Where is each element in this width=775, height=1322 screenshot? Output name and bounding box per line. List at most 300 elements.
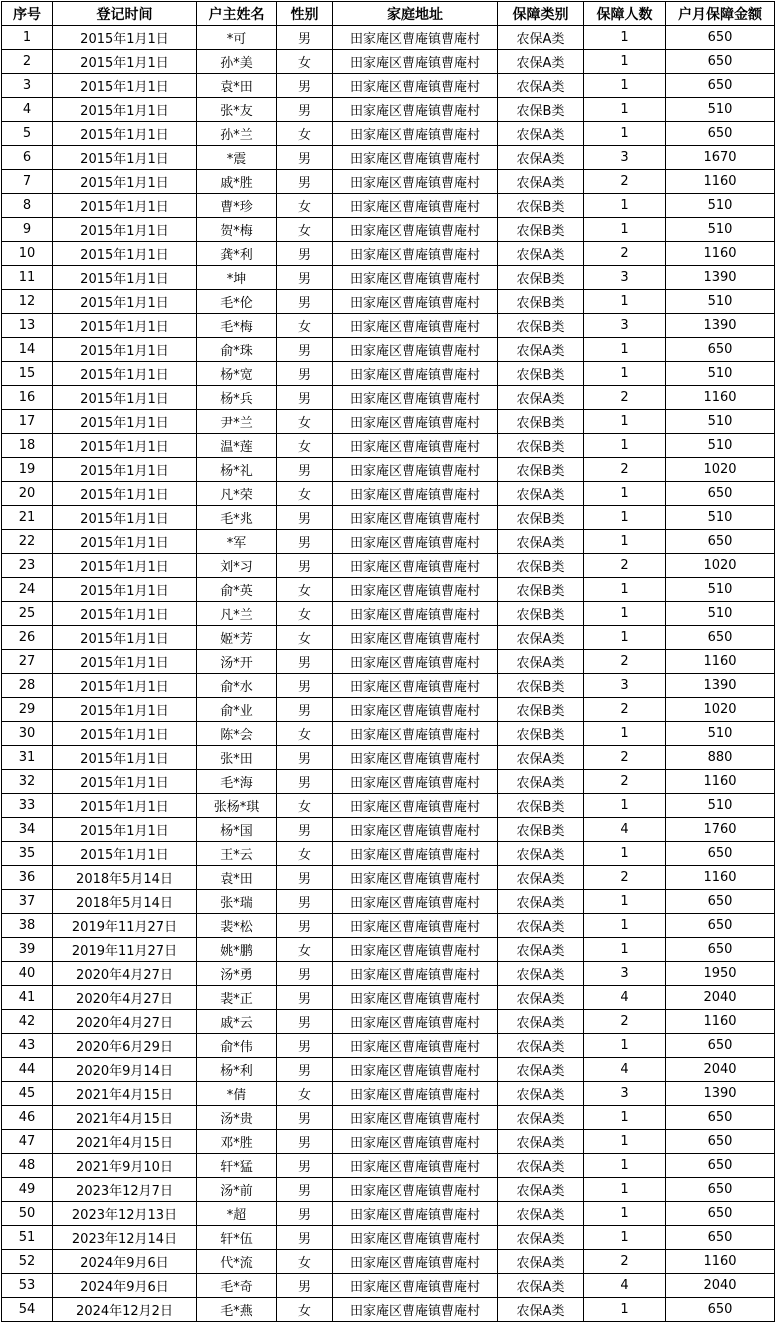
cell-reg-date: 2015年1月1日 bbox=[53, 314, 197, 338]
cell-amount: 1160 bbox=[666, 242, 775, 266]
cell-category: 农保B类 bbox=[498, 674, 584, 698]
cell-category: 农保A类 bbox=[498, 1178, 584, 1202]
cell-category: 农保B类 bbox=[498, 818, 584, 842]
cell-serial: 14 bbox=[2, 338, 53, 362]
cell-householder: 曹*珍 bbox=[197, 194, 277, 218]
cell-category: 农保A类 bbox=[498, 122, 584, 146]
table-row bbox=[2, 146, 775, 170]
cell-persons: 1 bbox=[584, 1034, 666, 1058]
cell-reg-date: 2015年1月1日 bbox=[53, 170, 197, 194]
cell-address: 田家庵区曹庵镇曹庵村 bbox=[333, 1058, 498, 1082]
cell-category: 农保A类 bbox=[498, 842, 584, 866]
cell-gender: 女 bbox=[277, 1082, 333, 1106]
cell-serial: 35 bbox=[2, 842, 53, 866]
cell-amount: 510 bbox=[666, 722, 775, 746]
cell-gender: 男 bbox=[277, 1010, 333, 1034]
cell-amount: 1160 bbox=[666, 1250, 775, 1274]
cell-category: 农保A类 bbox=[498, 1226, 584, 1250]
cell-serial: 31 bbox=[2, 746, 53, 770]
cell-amount: 650 bbox=[666, 890, 775, 914]
cell-reg-date: 2015年1月1日 bbox=[53, 818, 197, 842]
cell-address: 田家庵区曹庵镇曹庵村 bbox=[333, 98, 498, 122]
cell-category: 农保B类 bbox=[498, 314, 584, 338]
cell-reg-date: 2021年9月10日 bbox=[53, 1154, 197, 1178]
cell-amount: 650 bbox=[666, 1130, 775, 1154]
cell-address: 田家庵区曹庵镇曹庵村 bbox=[333, 1106, 498, 1130]
cell-persons: 1 bbox=[584, 410, 666, 434]
cell-amount: 650 bbox=[666, 530, 775, 554]
cell-gender: 男 bbox=[277, 146, 333, 170]
cell-address: 田家庵区曹庵镇曹庵村 bbox=[333, 962, 498, 986]
cell-persons: 1 bbox=[584, 578, 666, 602]
table-row bbox=[2, 962, 775, 986]
cell-reg-date: 2015年1月1日 bbox=[53, 50, 197, 74]
cell-address: 田家庵区曹庵镇曹庵村 bbox=[333, 938, 498, 962]
cell-reg-date: 2015年1月1日 bbox=[53, 554, 197, 578]
cell-persons: 3 bbox=[584, 674, 666, 698]
cell-serial: 8 bbox=[2, 194, 53, 218]
cell-reg-date: 2015年1月1日 bbox=[53, 794, 197, 818]
cell-category: 农保B类 bbox=[498, 98, 584, 122]
cell-householder: 温*莲 bbox=[197, 434, 277, 458]
cell-amount: 510 bbox=[666, 602, 775, 626]
cell-serial: 28 bbox=[2, 674, 53, 698]
cell-serial: 48 bbox=[2, 1154, 53, 1178]
cell-gender: 男 bbox=[277, 1202, 333, 1226]
cell-address: 田家庵区曹庵镇曹庵村 bbox=[333, 386, 498, 410]
cell-householder: 袁*田 bbox=[197, 74, 277, 98]
cell-category: 农保B类 bbox=[498, 410, 584, 434]
table-row bbox=[2, 98, 775, 122]
table-row bbox=[2, 1034, 775, 1058]
cell-gender: 男 bbox=[277, 1130, 333, 1154]
cell-householder: 孙*兰 bbox=[197, 122, 277, 146]
cell-householder: 杨*兵 bbox=[197, 386, 277, 410]
cell-reg-date: 2015年1月1日 bbox=[53, 146, 197, 170]
cell-serial: 32 bbox=[2, 770, 53, 794]
cell-gender: 女 bbox=[277, 50, 333, 74]
cell-persons: 1 bbox=[584, 914, 666, 938]
cell-persons: 1 bbox=[584, 1178, 666, 1202]
cell-category: 农保A类 bbox=[498, 890, 584, 914]
cell-reg-date: 2024年9月6日 bbox=[53, 1274, 197, 1298]
cell-householder: 凡*兰 bbox=[197, 602, 277, 626]
cell-amount: 1020 bbox=[666, 698, 775, 722]
cell-amount: 650 bbox=[666, 842, 775, 866]
header-address: 家庭地址 bbox=[333, 2, 498, 26]
cell-reg-date: 2015年1月1日 bbox=[53, 602, 197, 626]
table-row bbox=[2, 1082, 775, 1106]
cell-reg-date: 2015年1月1日 bbox=[53, 482, 197, 506]
cell-persons: 1 bbox=[584, 218, 666, 242]
cell-address: 田家庵区曹庵镇曹庵村 bbox=[333, 890, 498, 914]
cell-amount: 510 bbox=[666, 506, 775, 530]
cell-gender: 男 bbox=[277, 266, 333, 290]
cell-amount: 510 bbox=[666, 578, 775, 602]
cell-category: 农保B类 bbox=[498, 290, 584, 314]
cell-persons: 3 bbox=[584, 266, 666, 290]
cell-address: 田家庵区曹庵镇曹庵村 bbox=[333, 218, 498, 242]
table-row bbox=[2, 578, 775, 602]
cell-gender: 男 bbox=[277, 890, 333, 914]
cell-address: 田家庵区曹庵镇曹庵村 bbox=[333, 530, 498, 554]
cell-gender: 男 bbox=[277, 1274, 333, 1298]
cell-reg-date: 2020年4月27日 bbox=[53, 962, 197, 986]
cell-address: 田家庵区曹庵镇曹庵村 bbox=[333, 986, 498, 1010]
cell-serial: 52 bbox=[2, 1250, 53, 1274]
cell-address: 田家庵区曹庵镇曹庵村 bbox=[333, 1010, 498, 1034]
cell-reg-date: 2021年4月15日 bbox=[53, 1082, 197, 1106]
cell-persons: 2 bbox=[584, 386, 666, 410]
cell-gender: 男 bbox=[277, 650, 333, 674]
cell-householder: *倩 bbox=[197, 1082, 277, 1106]
cell-address: 田家庵区曹庵镇曹庵村 bbox=[333, 818, 498, 842]
cell-gender: 男 bbox=[277, 1058, 333, 1082]
cell-persons: 1 bbox=[584, 290, 666, 314]
table-row bbox=[2, 722, 775, 746]
cell-serial: 7 bbox=[2, 170, 53, 194]
cell-gender: 男 bbox=[277, 818, 333, 842]
table-row bbox=[2, 1154, 775, 1178]
cell-householder: *军 bbox=[197, 530, 277, 554]
cell-address: 田家庵区曹庵镇曹庵村 bbox=[333, 314, 498, 338]
cell-category: 农保A类 bbox=[498, 1034, 584, 1058]
cell-reg-date: 2015年1月1日 bbox=[53, 674, 197, 698]
cell-category: 农保A类 bbox=[498, 866, 584, 890]
cell-reg-date: 2023年12月14日 bbox=[53, 1226, 197, 1250]
cell-persons: 3 bbox=[584, 962, 666, 986]
cell-address: 田家庵区曹庵镇曹庵村 bbox=[333, 602, 498, 626]
cell-address: 田家庵区曹庵镇曹庵村 bbox=[333, 1130, 498, 1154]
cell-category: 农保A类 bbox=[498, 1154, 584, 1178]
cell-reg-date: 2020年6月29日 bbox=[53, 1034, 197, 1058]
cell-gender: 男 bbox=[277, 386, 333, 410]
cell-category: 农保A类 bbox=[498, 746, 584, 770]
cell-serial: 49 bbox=[2, 1178, 53, 1202]
cell-amount: 510 bbox=[666, 194, 775, 218]
cell-householder: 俞*业 bbox=[197, 698, 277, 722]
cell-address: 田家庵区曹庵镇曹庵村 bbox=[333, 650, 498, 674]
cell-gender: 女 bbox=[277, 194, 333, 218]
cell-householder: *震 bbox=[197, 146, 277, 170]
table-row bbox=[2, 1226, 775, 1250]
cell-householder: 轩*伍 bbox=[197, 1226, 277, 1250]
cell-reg-date: 2024年9月6日 bbox=[53, 1250, 197, 1274]
cell-householder: 裴*正 bbox=[197, 986, 277, 1010]
cell-category: 农保B类 bbox=[498, 362, 584, 386]
cell-householder: 毛*梅 bbox=[197, 314, 277, 338]
cell-householder: *坤 bbox=[197, 266, 277, 290]
cell-gender: 男 bbox=[277, 170, 333, 194]
cell-reg-date: 2018年5月14日 bbox=[53, 890, 197, 914]
cell-persons: 2 bbox=[584, 554, 666, 578]
cell-amount: 650 bbox=[666, 1106, 775, 1130]
cell-amount: 1670 bbox=[666, 146, 775, 170]
cell-address: 田家庵区曹庵镇曹庵村 bbox=[333, 578, 498, 602]
cell-reg-date: 2023年12月7日 bbox=[53, 1178, 197, 1202]
cell-persons: 3 bbox=[584, 314, 666, 338]
table-row bbox=[2, 818, 775, 842]
cell-serial: 5 bbox=[2, 122, 53, 146]
cell-serial: 6 bbox=[2, 146, 53, 170]
table-row bbox=[2, 770, 775, 794]
cell-category: 农保A类 bbox=[498, 338, 584, 362]
cell-amount: 510 bbox=[666, 434, 775, 458]
cell-householder: 毛*海 bbox=[197, 770, 277, 794]
cell-amount: 880 bbox=[666, 746, 775, 770]
cell-category: 农保B类 bbox=[498, 602, 584, 626]
cell-persons: 4 bbox=[584, 1058, 666, 1082]
header-gender: 性别 bbox=[277, 2, 333, 26]
cell-householder: 毛*燕 bbox=[197, 1298, 277, 1322]
cell-amount: 650 bbox=[666, 122, 775, 146]
cell-address: 田家庵区曹庵镇曹庵村 bbox=[333, 794, 498, 818]
header-amount: 户月保障金额 bbox=[666, 2, 775, 26]
cell-gender: 男 bbox=[277, 506, 333, 530]
cell-gender: 男 bbox=[277, 362, 333, 386]
cell-gender: 男 bbox=[277, 74, 333, 98]
cell-address: 田家庵区曹庵镇曹庵村 bbox=[333, 50, 498, 74]
cell-persons: 2 bbox=[584, 698, 666, 722]
cell-gender: 男 bbox=[277, 554, 333, 578]
cell-address: 田家庵区曹庵镇曹庵村 bbox=[333, 746, 498, 770]
cell-serial: 29 bbox=[2, 698, 53, 722]
cell-amount: 510 bbox=[666, 410, 775, 434]
cell-gender: 男 bbox=[277, 674, 333, 698]
cell-serial: 1 bbox=[2, 26, 53, 50]
cell-persons: 1 bbox=[584, 842, 666, 866]
cell-address: 田家庵区曹庵镇曹庵村 bbox=[333, 242, 498, 266]
table-row bbox=[2, 1010, 775, 1034]
cell-address: 田家庵区曹庵镇曹庵村 bbox=[333, 626, 498, 650]
table-row bbox=[2, 26, 775, 50]
cell-gender: 男 bbox=[277, 986, 333, 1010]
cell-gender: 女 bbox=[277, 626, 333, 650]
cell-gender: 女 bbox=[277, 842, 333, 866]
cell-persons: 2 bbox=[584, 1250, 666, 1274]
cell-address: 田家庵区曹庵镇曹庵村 bbox=[333, 122, 498, 146]
cell-serial: 13 bbox=[2, 314, 53, 338]
cell-householder: 俞*伟 bbox=[197, 1034, 277, 1058]
cell-householder: 汤*开 bbox=[197, 650, 277, 674]
cell-address: 田家庵区曹庵镇曹庵村 bbox=[333, 698, 498, 722]
cell-persons: 2 bbox=[584, 866, 666, 890]
cell-category: 农保A类 bbox=[498, 50, 584, 74]
cell-amount: 510 bbox=[666, 98, 775, 122]
cell-persons: 1 bbox=[584, 938, 666, 962]
cell-amount: 510 bbox=[666, 290, 775, 314]
cell-householder: 杨*国 bbox=[197, 818, 277, 842]
cell-gender: 男 bbox=[277, 26, 333, 50]
cell-persons: 4 bbox=[584, 818, 666, 842]
cell-serial: 41 bbox=[2, 986, 53, 1010]
cell-householder: 汤*贵 bbox=[197, 1106, 277, 1130]
cell-amount: 1390 bbox=[666, 674, 775, 698]
cell-amount: 1160 bbox=[666, 866, 775, 890]
cell-gender: 女 bbox=[277, 578, 333, 602]
cell-reg-date: 2024年12月2日 bbox=[53, 1298, 197, 1322]
cell-gender: 女 bbox=[277, 938, 333, 962]
cell-householder: *可 bbox=[197, 26, 277, 50]
cell-householder: 杨*礼 bbox=[197, 458, 277, 482]
cell-category: 农保A类 bbox=[498, 986, 584, 1010]
header-row bbox=[2, 2, 775, 26]
cell-reg-date: 2020年9月14日 bbox=[53, 1058, 197, 1082]
header-householder: 户主姓名 bbox=[197, 2, 277, 26]
cell-category: 农保A类 bbox=[498, 1298, 584, 1322]
cell-reg-date: 2015年1月1日 bbox=[53, 626, 197, 650]
cell-reg-date: 2015年1月1日 bbox=[53, 26, 197, 50]
cell-address: 田家庵区曹庵镇曹庵村 bbox=[333, 1034, 498, 1058]
table-row bbox=[2, 170, 775, 194]
cell-category: 农保A类 bbox=[498, 914, 584, 938]
cell-category: 农保A类 bbox=[498, 770, 584, 794]
cell-persons: 3 bbox=[584, 1082, 666, 1106]
table-body bbox=[2, 26, 775, 1322]
cell-category: 农保B类 bbox=[498, 434, 584, 458]
cell-serial: 4 bbox=[2, 98, 53, 122]
table-row bbox=[2, 842, 775, 866]
cell-serial: 54 bbox=[2, 1298, 53, 1322]
cell-reg-date: 2015年1月1日 bbox=[53, 578, 197, 602]
cell-persons: 1 bbox=[584, 122, 666, 146]
cell-address: 田家庵区曹庵镇曹庵村 bbox=[333, 194, 498, 218]
cell-amount: 650 bbox=[666, 74, 775, 98]
cell-reg-date: 2015年1月1日 bbox=[53, 530, 197, 554]
cell-reg-date: 2015年1月1日 bbox=[53, 242, 197, 266]
cell-category: 农保A类 bbox=[498, 1202, 584, 1226]
cell-householder: 俞*英 bbox=[197, 578, 277, 602]
cell-householder: 汤*勇 bbox=[197, 962, 277, 986]
table-row bbox=[2, 338, 775, 362]
cell-gender: 女 bbox=[277, 1250, 333, 1274]
cell-amount: 650 bbox=[666, 338, 775, 362]
cell-reg-date: 2015年1月1日 bbox=[53, 338, 197, 362]
cell-serial: 20 bbox=[2, 482, 53, 506]
cell-serial: 34 bbox=[2, 818, 53, 842]
cell-gender: 男 bbox=[277, 1106, 333, 1130]
cell-householder: 戚*胜 bbox=[197, 170, 277, 194]
cell-householder: 毛*奇 bbox=[197, 1274, 277, 1298]
table-row bbox=[2, 530, 775, 554]
cell-category: 农保A类 bbox=[498, 1082, 584, 1106]
cell-gender: 男 bbox=[277, 1034, 333, 1058]
cell-serial: 33 bbox=[2, 794, 53, 818]
cell-address: 田家庵区曹庵镇曹庵村 bbox=[333, 290, 498, 314]
cell-category: 农保B类 bbox=[498, 506, 584, 530]
cell-serial: 26 bbox=[2, 626, 53, 650]
cell-serial: 15 bbox=[2, 362, 53, 386]
cell-persons: 2 bbox=[584, 650, 666, 674]
cell-gender: 男 bbox=[277, 914, 333, 938]
cell-gender: 女 bbox=[277, 218, 333, 242]
cell-category: 农保A类 bbox=[498, 1058, 584, 1082]
cell-amount: 1390 bbox=[666, 266, 775, 290]
cell-gender: 女 bbox=[277, 794, 333, 818]
cell-serial: 51 bbox=[2, 1226, 53, 1250]
cell-householder: 俞*珠 bbox=[197, 338, 277, 362]
cell-category: 农保A类 bbox=[498, 146, 584, 170]
cell-householder: 毛*兆 bbox=[197, 506, 277, 530]
cell-address: 田家庵区曹庵镇曹庵村 bbox=[333, 914, 498, 938]
cell-persons: 2 bbox=[584, 242, 666, 266]
cell-serial: 18 bbox=[2, 434, 53, 458]
cell-gender: 女 bbox=[277, 434, 333, 458]
cell-serial: 45 bbox=[2, 1082, 53, 1106]
table-row bbox=[2, 674, 775, 698]
cell-persons: 2 bbox=[584, 1010, 666, 1034]
cell-amount: 650 bbox=[666, 1178, 775, 1202]
cell-householder: 陈*会 bbox=[197, 722, 277, 746]
cell-reg-date: 2015年1月1日 bbox=[53, 194, 197, 218]
cell-amount: 1160 bbox=[666, 170, 775, 194]
cell-reg-date: 2015年1月1日 bbox=[53, 386, 197, 410]
cell-category: 农保B类 bbox=[498, 578, 584, 602]
cell-serial: 9 bbox=[2, 218, 53, 242]
cell-amount: 1020 bbox=[666, 458, 775, 482]
cell-persons: 1 bbox=[584, 1106, 666, 1130]
cell-householder: 代*流 bbox=[197, 1250, 277, 1274]
cell-persons: 3 bbox=[584, 146, 666, 170]
cell-reg-date: 2015年1月1日 bbox=[53, 218, 197, 242]
cell-persons: 1 bbox=[584, 530, 666, 554]
cell-category: 农保A类 bbox=[498, 26, 584, 50]
cell-category: 农保A类 bbox=[498, 962, 584, 986]
cell-serial: 38 bbox=[2, 914, 53, 938]
cell-address: 田家庵区曹庵镇曹庵村 bbox=[333, 554, 498, 578]
cell-gender: 男 bbox=[277, 770, 333, 794]
cell-persons: 2 bbox=[584, 770, 666, 794]
cell-serial: 17 bbox=[2, 410, 53, 434]
table-header bbox=[2, 2, 775, 26]
cell-householder: 刘*习 bbox=[197, 554, 277, 578]
table-row bbox=[2, 1202, 775, 1226]
cell-address: 田家庵区曹庵镇曹庵村 bbox=[333, 674, 498, 698]
cell-reg-date: 2015年1月1日 bbox=[53, 458, 197, 482]
cell-persons: 2 bbox=[584, 746, 666, 770]
cell-gender: 女 bbox=[277, 722, 333, 746]
cell-householder: 尹*兰 bbox=[197, 410, 277, 434]
cell-address: 田家庵区曹庵镇曹庵村 bbox=[333, 170, 498, 194]
table-row bbox=[2, 746, 775, 770]
cell-address: 田家庵区曹庵镇曹庵村 bbox=[333, 722, 498, 746]
cell-reg-date: 2015年1月1日 bbox=[53, 290, 197, 314]
cell-amount: 650 bbox=[666, 1034, 775, 1058]
cell-category: 农保A类 bbox=[498, 1010, 584, 1034]
cell-serial: 16 bbox=[2, 386, 53, 410]
cell-serial: 44 bbox=[2, 1058, 53, 1082]
cell-householder: 张杨*琪 bbox=[197, 794, 277, 818]
cell-address: 田家庵区曹庵镇曹庵村 bbox=[333, 1226, 498, 1250]
table-row bbox=[2, 1130, 775, 1154]
cell-amount: 650 bbox=[666, 1154, 775, 1178]
cell-category: 农保A类 bbox=[498, 626, 584, 650]
cell-reg-date: 2021年4月15日 bbox=[53, 1130, 197, 1154]
cell-reg-date: 2015年1月1日 bbox=[53, 266, 197, 290]
cell-reg-date: 2015年1月1日 bbox=[53, 410, 197, 434]
cell-householder: 毛*伦 bbox=[197, 290, 277, 314]
table-row bbox=[2, 626, 775, 650]
cell-persons: 1 bbox=[584, 194, 666, 218]
cell-gender: 女 bbox=[277, 482, 333, 506]
table-row bbox=[2, 650, 775, 674]
table-row bbox=[2, 1106, 775, 1130]
cell-amount: 650 bbox=[666, 26, 775, 50]
table-row bbox=[2, 482, 775, 506]
table-row bbox=[2, 290, 775, 314]
cell-reg-date: 2019年11月27日 bbox=[53, 914, 197, 938]
cell-category: 农保B类 bbox=[498, 554, 584, 578]
